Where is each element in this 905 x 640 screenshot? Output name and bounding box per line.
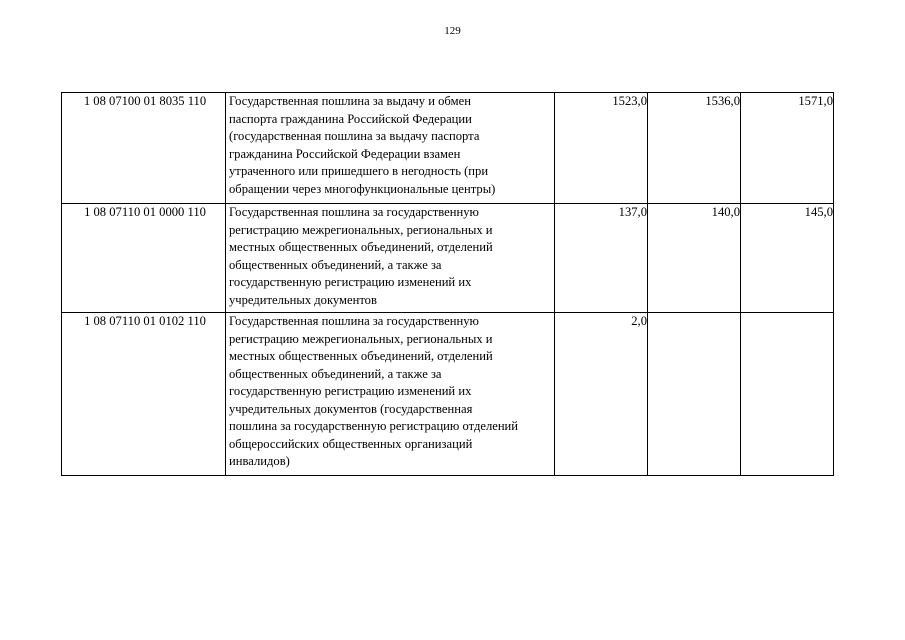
amount-year2-cell: 140,0: [648, 204, 741, 313]
revenue-name-text: Государственная пошлина за выдачу и обмен паспорта гражданина Российской Федерации (государственная пошлина за выдачу паспорта гражданина Российской Федерации взамен утраченного или пришедшего в негодность (при обращении через многофункциональные центры): [229, 94, 496, 196]
amount-year1-cell: 137,0: [555, 204, 648, 313]
amount-year3-cell: [741, 313, 834, 476]
table-row: [62, 313, 834, 476]
amount-year1-cell: 2,0: [555, 313, 648, 476]
table-row: [62, 204, 834, 313]
revenue-name-cell: [226, 204, 555, 313]
revenue-name-text: Государственная пошлина за государственную регистрацию межрегиональных, региональных и местных общественных объединений, отделений общественных объединений, а также за государственную регистрацию изменений их учредительных документов (государственная пошлина за государственную регистрацию отделений общероссийских общественных организаций инвалидов): [229, 314, 519, 468]
amount-year3-cell: 1571,0: [741, 93, 834, 204]
table-row: [62, 93, 834, 204]
kbk-code-cell: 1 08 07100 01 8035 110: [62, 93, 226, 204]
amount-year2-cell: 1536,0: [648, 93, 741, 204]
budget-table: [61, 92, 834, 476]
page-number: 129: [444, 25, 461, 37]
kbk-code-cell: 1 08 07110 01 0000 110: [62, 204, 226, 313]
amount-year1-cell: 1523,0: [555, 93, 648, 204]
revenue-name-cell: [226, 93, 555, 204]
kbk-code-cell: 1 08 07110 01 0102 110: [62, 313, 226, 476]
amount-year2-cell: [648, 313, 741, 476]
amount-year3-cell: 145,0: [741, 204, 834, 313]
revenue-name-text: Государственная пошлина за государственную регистрацию межрегиональных, региональных и местных общественных объединений, отделений общественных объединений, а также за государственную регистрацию изменений их учредительных документов: [229, 205, 493, 307]
revenue-name-cell: [226, 313, 555, 476]
